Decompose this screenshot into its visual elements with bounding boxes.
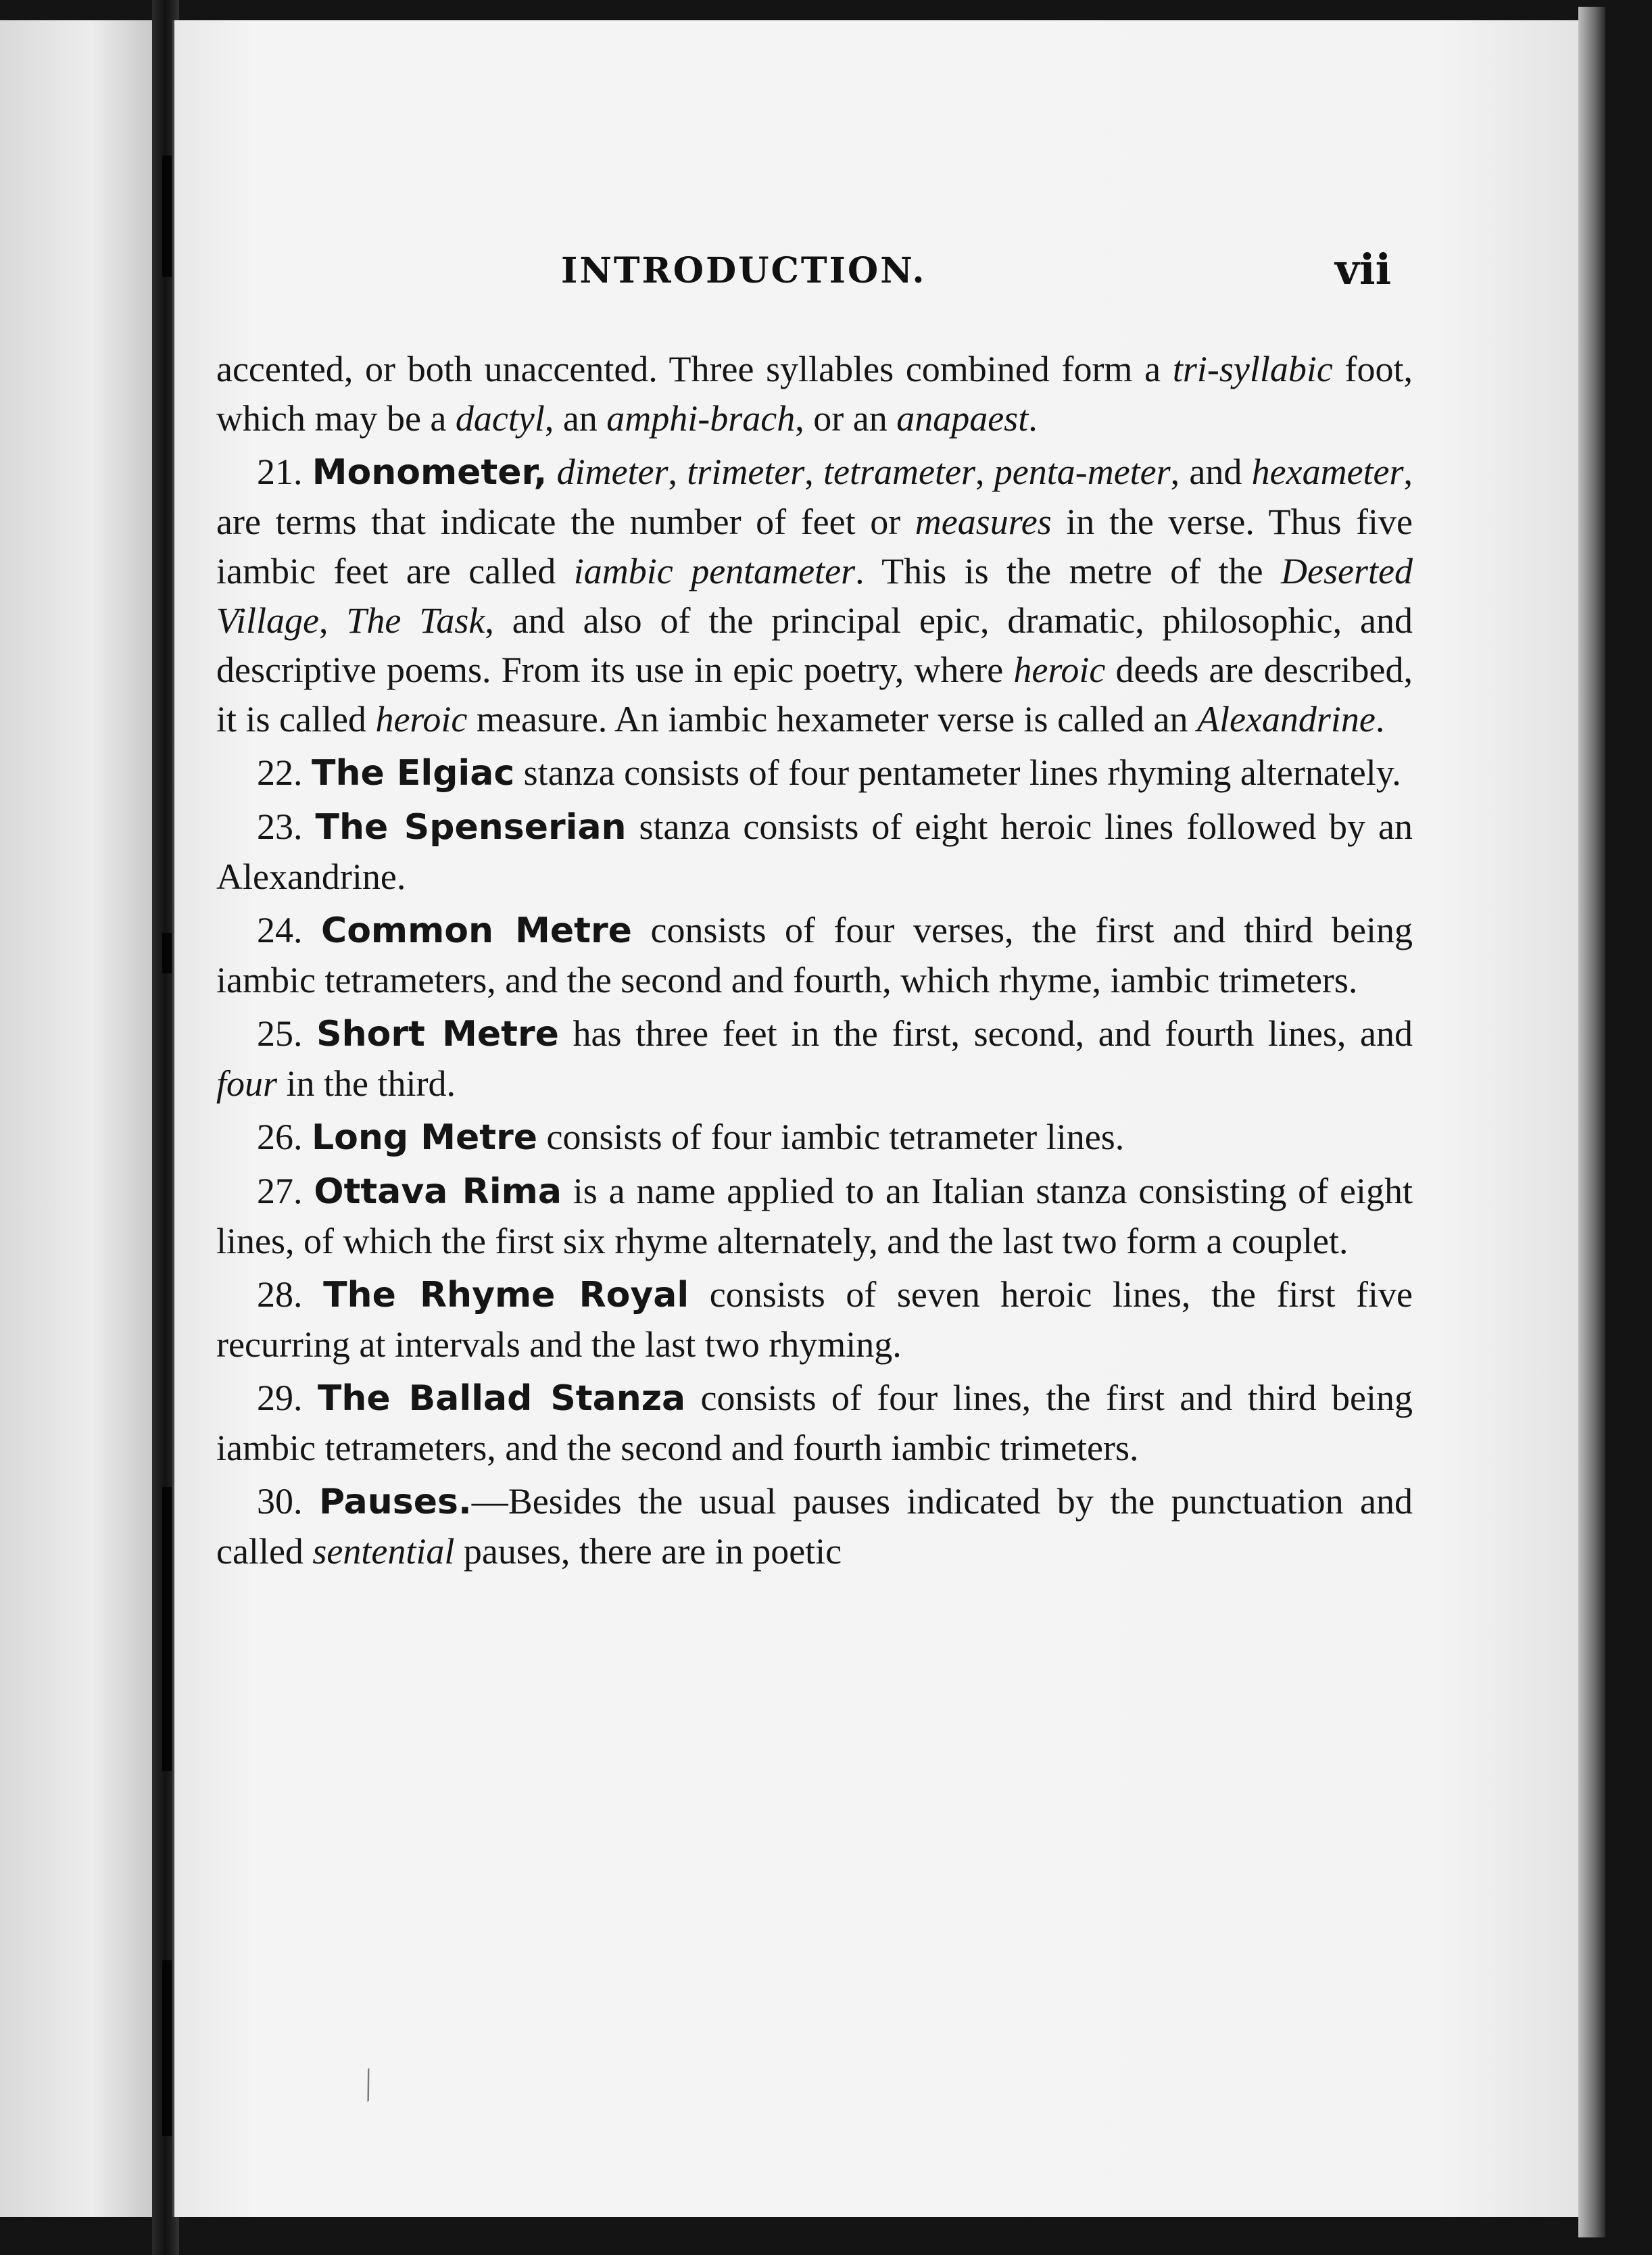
- bold-term: Monometer,: [312, 452, 548, 493]
- text-run: foot, which may be a: [216, 349, 1413, 439]
- text-run: —Besides the usual pauses indicated by the punctuation and called: [216, 1481, 1413, 1572]
- text-run: [547, 452, 556, 492]
- italic-term: tri-syllabic: [1172, 349, 1333, 389]
- text-run: , an: [544, 398, 607, 439]
- page-number: vii: [1335, 245, 1392, 294]
- text-run: , and also of the principal epic, dramatic, philosophic, and descriptive poems. From its use in epic poetry, where: [216, 600, 1413, 690]
- text-run: measure. An iambic hexameter verse is called an: [467, 699, 1197, 739]
- binding-shadow: [162, 933, 172, 973]
- text-run: stanza consists of four pentameter lines rhyming alternately.: [514, 752, 1401, 793]
- italic-term: heroic: [375, 699, 468, 739]
- text-run: has three feet in the first, second, and fourth lines, and: [558, 1013, 1413, 1054]
- paragraph-continuation: [216, 345, 1413, 443]
- text-run: is a name applied to an Italian stanza consisting of eight lines, of which the first six rhyme alternately, and the last two form a couplet.: [216, 1171, 1413, 1261]
- italic-term: dimeter: [556, 452, 669, 492]
- paragraph-30: [216, 1477, 1413, 1576]
- italic-title: Deserted Village: [216, 551, 1413, 641]
- italic-term: heroic: [1013, 650, 1106, 690]
- text-run: pauses, there are in poetic: [454, 1531, 842, 1572]
- paragraph-number: 25.: [257, 1013, 303, 1054]
- text-run: ,: [318, 600, 347, 641]
- italic-term: hexameter: [1251, 452, 1404, 492]
- paragraph-number: 29.: [257, 1378, 303, 1418]
- bold-term: Long Metre: [312, 1117, 537, 1158]
- italic-term: iambic pentameter: [573, 551, 856, 591]
- text-run: . This is the metre of the: [855, 551, 1282, 591]
- ink-mark: ⁄: [352, 2064, 384, 2105]
- running-header: INTRODUCTION.: [561, 250, 927, 291]
- paragraph-25: [216, 1009, 1413, 1109]
- text-run: .: [1028, 398, 1038, 439]
- italic-term: trimeter: [687, 452, 805, 492]
- text-run: ,: [804, 452, 824, 492]
- text-run: consists of four lines, the first and third being iambic tetrameters, and the second and fourth iambic trimeters.: [216, 1378, 1413, 1468]
- text-run: consists of seven heroic lines, the first five recurring at intervals and the last two rhyming.: [216, 1274, 1413, 1365]
- paragraph-26: [216, 1113, 1413, 1163]
- paragraph-21: [216, 447, 1413, 744]
- text-run: accented, or both unaccented. Three syllables combined form a: [216, 349, 1173, 389]
- text-run: ,: [668, 452, 687, 492]
- paragraph-number: 26.: [257, 1117, 303, 1157]
- binding-shadow: [162, 1960, 172, 2136]
- paragraph-28: [216, 1270, 1413, 1369]
- italic-term: tetrameter: [823, 452, 975, 492]
- paragraph-29: [216, 1374, 1413, 1473]
- paragraph-number: 24.: [257, 910, 303, 950]
- paragraph-23: [216, 802, 1413, 902]
- italic-term: four: [216, 1063, 278, 1104]
- text-run: ,: [975, 452, 994, 492]
- text-run: .: [1375, 699, 1385, 739]
- page-body: [216, 345, 1413, 1580]
- text-run: in the third.: [277, 1063, 456, 1104]
- paragraph-24: [216, 906, 1413, 1005]
- bold-term: The Rhyme Royal: [323, 1275, 689, 1315]
- bold-term: Ottava Rima: [314, 1171, 562, 1212]
- italic-term: penta-meter: [994, 452, 1171, 492]
- paragraph-number: 21.: [257, 452, 303, 492]
- text-run: deeds are described, it is called: [216, 650, 1413, 739]
- paragraph-number: 27.: [257, 1171, 303, 1211]
- paragraph-22: [216, 748, 1413, 798]
- text-run: , and: [1170, 452, 1252, 492]
- text-run: , are terms that indicate the number of feet or: [216, 452, 1413, 542]
- paragraph-number: 30.: [257, 1481, 303, 1522]
- binding-shadow: [162, 1487, 172, 1771]
- italic-term: measures: [915, 502, 1052, 542]
- bold-term: Short Metre: [316, 1014, 559, 1054]
- italic-title: The Task: [346, 600, 485, 641]
- paragraph-number: 23.: [257, 806, 303, 847]
- bold-term: Common Metre: [321, 911, 632, 951]
- bold-term: The Spenserian: [315, 807, 627, 848]
- italic-term: Alexandrine: [1196, 699, 1376, 739]
- text-run: , or an: [795, 398, 897, 439]
- bold-term: The Elgiac: [312, 753, 515, 794]
- italic-term: sentential: [312, 1531, 455, 1572]
- bold-term: The Ballad Stanza: [317, 1378, 686, 1419]
- paragraph-27: [216, 1167, 1413, 1266]
- facing-page-edge: [0, 20, 155, 2217]
- paragraph-number: 28.: [257, 1274, 303, 1315]
- binding-shadow: [162, 155, 172, 277]
- text-run: consists of four verses, the first and third being iambic tetrameters, and the second and fourth, which rhyme, iambic trimeters.: [216, 910, 1413, 1000]
- text-run: consists of four iambic tetrameter lines.: [537, 1117, 1125, 1157]
- italic-term: anapaest: [896, 398, 1029, 439]
- paragraph-number: 22.: [257, 752, 303, 793]
- page-right-edge: [1578, 7, 1605, 2237]
- text-run: stanza consists of eight heroic lines followed by an Alexandrine.: [216, 806, 1413, 897]
- italic-term: amphi-brach: [606, 398, 796, 439]
- italic-term: dactyl: [455, 398, 545, 439]
- text-run: in the verse. Thus five iambic feet are called: [216, 502, 1413, 591]
- bold-term: Pauses.: [318, 1482, 472, 1522]
